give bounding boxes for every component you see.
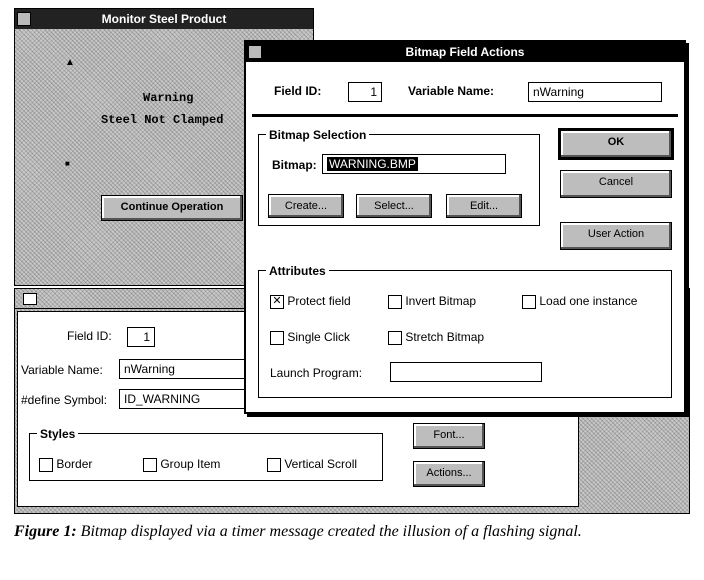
protect-field-checkbox[interactable]: [270, 294, 351, 309]
stretch-bitmap-checkbox[interactable]: [388, 330, 484, 345]
warning-line-2: Steel Not Clamped: [101, 113, 224, 127]
create-button[interactable]: Create...: [268, 194, 344, 218]
attributes-label: Attributes: [266, 264, 329, 278]
select-button[interactable]: Select...: [356, 194, 432, 218]
styles-group-label: Styles: [37, 427, 78, 441]
ok-button[interactable]: OK: [560, 130, 672, 158]
bitmap-input[interactable]: [322, 154, 506, 174]
system-menu-icon[interactable]: [248, 45, 262, 59]
load-one-instance-checkbox[interactable]: [522, 294, 637, 309]
single-click-checkbox[interactable]: [270, 330, 350, 345]
stretch-bitmap-label: Stretch Bitmap: [405, 330, 485, 344]
border-label: Border: [56, 457, 93, 471]
continue-operation-button[interactable]: Continue Operation: [101, 195, 243, 221]
load-one-instance-label: Load one instance: [539, 294, 638, 308]
actions-button[interactable]: Actions...: [413, 461, 485, 487]
dialog-separator: [252, 114, 678, 117]
checkbox-icon: [522, 295, 536, 309]
system-menu-icon[interactable]: [23, 293, 37, 305]
dialog-title-bar[interactable]: [246, 42, 684, 62]
warning-line-1: Warning: [143, 91, 194, 105]
dialog-field-id-label: Field ID:: [274, 84, 322, 98]
border-checkbox[interactable]: [39, 457, 92, 472]
dialog-title: Bitmap Field Actions: [405, 45, 525, 59]
dialog-field-id-input[interactable]: 1: [348, 82, 382, 102]
figure-caption: [14, 522, 654, 541]
font-button[interactable]: Font...: [413, 423, 485, 449]
checked-x-icon: ✕: [270, 295, 284, 309]
variable-name-label: Variable Name:: [21, 363, 103, 377]
field-id-input[interactable]: 1: [127, 327, 155, 347]
define-symbol-input[interactable]: ID_WARNING: [119, 389, 247, 409]
checkbox-icon: [143, 458, 157, 472]
bitmap-label: Bitmap:: [272, 158, 317, 172]
protect-field-label: Protect field: [287, 294, 351, 308]
bitmap-value: WARNING.BMP: [329, 157, 416, 171]
system-menu-icon[interactable]: [17, 12, 31, 26]
variable-name-input[interactable]: nWarning: [119, 359, 247, 379]
checkbox-icon: [388, 295, 402, 309]
caption-prefix: Figure 1:: [14, 523, 77, 540]
caption-text: Bitmap displayed via a timer message created the illusion of a flashing signal.: [80, 523, 582, 540]
define-symbol-label: #define Symbol:: [21, 393, 108, 407]
group-item-checkbox[interactable]: [143, 457, 220, 472]
bitmap-field-actions-dialog: [244, 40, 686, 414]
dialog-variable-name-input[interactable]: nWarning: [528, 82, 662, 102]
launch-program-label: Launch Program:: [270, 366, 363, 380]
edit-button[interactable]: Edit...: [446, 194, 522, 218]
checkbox-icon: [39, 458, 53, 472]
vertical-scroll-checkbox[interactable]: [267, 457, 357, 472]
vertical-scroll-label: Vertical Scroll: [284, 457, 358, 471]
group-item-label: Group Item: [160, 457, 221, 471]
resize-handle-icon[interactable]: ▲: [65, 57, 75, 68]
checkbox-icon: [388, 331, 402, 345]
field-id-label: Field ID:: [67, 329, 112, 343]
cancel-button[interactable]: Cancel: [560, 170, 672, 198]
invert-bitmap-label: Invert Bitmap: [405, 294, 477, 308]
dialog-variable-name-label: Variable Name:: [408, 84, 495, 98]
resize-handle-icon[interactable]: ■: [65, 159, 70, 168]
single-click-label: Single Click: [287, 330, 351, 344]
launch-program-input[interactable]: [390, 362, 542, 382]
invert-bitmap-checkbox[interactable]: [388, 294, 476, 309]
bitmap-selection-label: Bitmap Selection: [266, 128, 369, 142]
monitor-title: Monitor Steel Product: [101, 12, 227, 26]
monitor-title-bar[interactable]: [15, 9, 313, 29]
checkbox-icon: [270, 331, 284, 345]
user-action-button[interactable]: User Action: [560, 222, 672, 250]
checkbox-icon: [267, 458, 281, 472]
